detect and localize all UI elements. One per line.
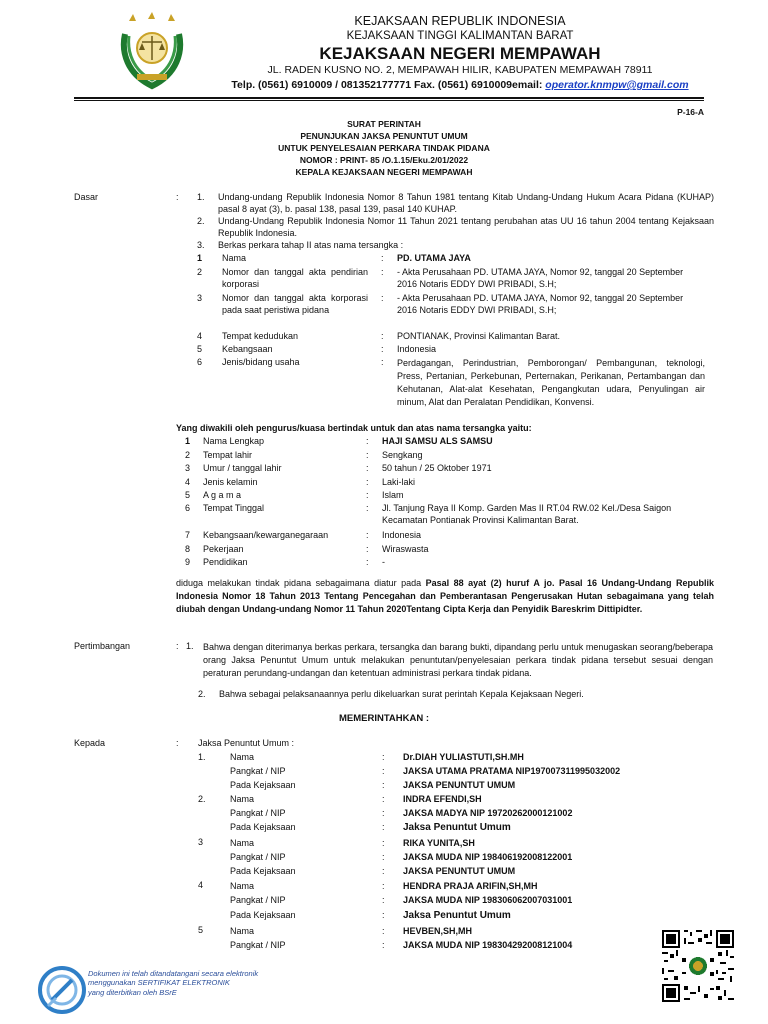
pertimbangan-num: 1. xyxy=(186,641,194,651)
jaksa-kejaksaan: JAKSA PENUNTUT UMUM xyxy=(403,780,516,790)
jaksa-colon: : xyxy=(382,794,385,804)
tersangka-label: Kebangsaan xyxy=(222,344,273,354)
jaksa-colon: : xyxy=(382,822,385,832)
wakil-value: - xyxy=(382,557,385,567)
jaksa-colon: : xyxy=(382,808,385,818)
wakil-num: 7 xyxy=(185,530,191,540)
tersangka-num: 1 xyxy=(197,253,203,263)
wakil-value: Wiraswasta xyxy=(382,544,429,554)
jaksa-pangkat: JAKSA UTAMA PRATAMA NIP197007311995032002 xyxy=(403,766,621,776)
jaksa-label-kejaksaan: Pada Kejaksaan xyxy=(230,866,296,876)
tersangka-value: Perdagangan, Perindustrian, Pemborongan/ Pembangunan, teknologi, Press, Pertanian, Perkebunan, Perternakan, Perikanan, Pertambangan dan Kehutanan, Alat-alat Kesehatan, Pengangkutan udara, Penyulingan air minum, Alat dan Peralatan Pendidikan, Konvensi. xyxy=(397,358,705,408)
kepada-colon: : xyxy=(176,738,179,748)
tersangka-value: - Akta Perusahaan PD. UTAMA JAYA, Nomor 92, tanggal 20 September 2016 Notaris EDDY DWI PRIBADI, S.H; xyxy=(397,293,684,315)
diduga-text: diduga melakukan tindak pidana sebagaimana diatur pada xyxy=(176,578,426,588)
pertimbangan-colon: : xyxy=(176,641,179,651)
jaksa-colon: : xyxy=(382,780,385,790)
jaksa-pangkat: JAKSA MUDA NIP 198406192008122001 xyxy=(403,852,573,862)
memerintahkan-heading: MEMERINTAHKAN : xyxy=(338,713,430,724)
tersangka-num: 5 xyxy=(197,344,203,354)
jaksa-pangkat: JAKSA MUDA NIP 198304292008121004 xyxy=(403,940,573,950)
wakil-colon: : xyxy=(366,490,369,500)
jaksa-label-kejaksaan: Pada Kejaksaan xyxy=(230,822,296,832)
jaksa-colon: : xyxy=(382,895,385,905)
tersangka-num: 3 xyxy=(197,293,203,303)
title-line-5: KEPALA KEJAKSAAN NEGERI MEMPAWAH xyxy=(295,167,473,177)
jaksa-colon: : xyxy=(382,910,385,920)
pertimbangan-text: Bahwa sebagai pelaksanaannya perlu dikeluarkan surat perintah Kepala Kejaksaan Negeri. xyxy=(219,689,584,699)
kejaksaan-logo xyxy=(117,12,187,92)
pertimbangan-label: Pertimbangan xyxy=(74,641,131,651)
wakil-colon: : xyxy=(366,436,369,446)
jaksa-pangkat: JAKSA MUDA NIP 198306062007031001 xyxy=(403,895,573,905)
diduga-mid: dan Penyidik xyxy=(490,604,552,615)
wakil-colon: : xyxy=(366,463,369,473)
wakil-label: Pekerjaan xyxy=(203,544,244,554)
wakil-value: Sengkang xyxy=(382,450,423,460)
wakil-num: 8 xyxy=(185,544,191,554)
bsre-logo-icon xyxy=(34,962,90,1018)
jaksa-nama: Dr.DIAH YULIASTUTI,SH.MH xyxy=(403,752,524,762)
wakil-colon: : xyxy=(366,503,369,513)
dasar-item-text: Berkas perkara tahap II atas nama tersangka : xyxy=(218,240,404,250)
wakil-colon: : xyxy=(366,450,369,460)
jaksa-colon: : xyxy=(382,940,385,950)
jaksa-colon: : xyxy=(382,852,385,862)
tersangka-colon: : xyxy=(381,267,384,277)
wakil-num: 6 xyxy=(185,503,191,513)
tersangka-num: 4 xyxy=(197,331,203,341)
wakil-num: 5 xyxy=(185,490,191,500)
footer-line-2: menggunakan SERTIFIKAT ELEKTRONIK xyxy=(88,978,230,988)
jaksa-kejaksaan: Jaksa Penuntut Umum xyxy=(403,822,511,833)
jaksa-num: 3 xyxy=(198,837,204,847)
kepada-intro: Jaksa Penuntut Umum : xyxy=(198,738,295,748)
tersangka-num: 6 xyxy=(197,357,203,367)
dasar-item-num: 1. xyxy=(197,192,205,202)
tersangka-label: Nomor dan tanggal akta korporasi pada saat peristiwa pidana xyxy=(222,293,368,315)
wakil-label: A g a m a xyxy=(203,490,242,500)
wakil-value: HAJI SAMSU ALS SAMSU xyxy=(382,436,493,446)
wakil-num: 2 xyxy=(185,450,191,460)
dasar-item-text: Undang-undang Republik Indonesia Nomor 8 Tahun 1981 tentang Kitab Undang-Undang Hukum Acara Pidana (KUHAP) pasal 8 ayat (3), b. pasal 138, pasal 139, pasal 140 KUHAP. xyxy=(218,192,714,214)
wakil-value: Jl. Tanjung Raya II Komp. Garden Mas II RT.04 RW.02 Kel./Desa Saigon Kecamatan Pontianak Provinsi Kalimantan Barat. xyxy=(382,503,672,525)
jaksa-label-nama: Nama xyxy=(230,794,255,804)
tersangka-colon: : xyxy=(381,357,384,367)
diduga-pasal: Pasal 88 ayat (2) huruf A jo. Pasal 16 Undang-Undang Republik Indonesia Nomor 18 Tahun 2013 Tentang Pencegahan dan Pemberantasan Pengerusakan Hutan sebagaimana yang telah diubah dengan Undang-undang Nomor 11 Tahun 2020Tentang Cipta Kerja xyxy=(176,578,714,615)
wakil-value: 50 tahun / 25 Oktober 1971 xyxy=(382,463,492,473)
dasar-colon: : xyxy=(176,192,179,202)
jaksa-label-pangkat: Pangkat / NIP xyxy=(230,808,286,818)
title-line-4: NOMOR : PRINT- 85 /O.1.15/Eku.2/01/2022 xyxy=(299,155,469,165)
jaksa-pangkat: JAKSA MADYA NIP 19720262000121002 xyxy=(403,808,573,818)
pertimbangan-num: 2. xyxy=(198,689,206,699)
tersangka-value: - Akta Perusahaan PD. UTAMA JAYA, Nomor 92, tanggal 20 September 2016 Notaris EDDY DWI PRIBADI, S.H; xyxy=(397,267,684,289)
jaksa-colon: : xyxy=(382,866,385,876)
wakil-label: Nama Lengkap xyxy=(203,436,265,446)
jaksa-num: 4 xyxy=(198,880,204,890)
wakil-value: Islam xyxy=(382,490,404,500)
jaksa-num: 2. xyxy=(198,794,206,804)
wakil-label: Tempat lahir xyxy=(203,450,253,460)
jaksa-colon: : xyxy=(382,926,385,936)
jaksa-label-pangkat: Pangkat / NIP xyxy=(230,766,286,776)
jaksa-label-nama: Nama xyxy=(230,881,255,891)
header-line-1: KEJAKSAAN REPUBLIK INDONESIA xyxy=(354,14,566,28)
tersangka-label: Tempat kedudukan xyxy=(222,331,299,341)
diduga-paragraph xyxy=(176,577,714,616)
title-line-1: SURAT PERINTAH xyxy=(347,119,421,129)
header-address: JL. RADEN KUSNO NO. 2, MEMPAWAH HILIR, KABUPATEN MEMPAWAH 78911 xyxy=(267,64,653,76)
tersangka-label: Nomor dan tanggal akta pendirian korporasi xyxy=(222,267,368,289)
jaksa-label-pangkat: Pangkat / NIP xyxy=(230,940,286,950)
wakil-num: 9 xyxy=(185,557,191,567)
title-line-3: UNTUK PENYELESAIAN PERKARA TINDAK PIDANA xyxy=(278,143,490,153)
footer-e-signature-note xyxy=(88,969,258,997)
tersangka-label: Jenis/bidang usaha xyxy=(222,357,300,367)
wakil-colon: : xyxy=(366,557,369,567)
jaksa-colon: : xyxy=(382,881,385,891)
tersangka-value: PONTIANAK, Provinsi Kalimantan Barat. xyxy=(397,331,561,341)
jaksa-nama: INDRA EFENDI,SH xyxy=(403,794,482,804)
qr-code-icon xyxy=(660,928,736,1004)
wakil-label: Jenis kelamin xyxy=(203,477,258,487)
header-email-link[interactable]: operator.knmpw@gmail.com xyxy=(545,79,689,91)
header-contact-text: Telp. (0561) 6910009 / 081352177771 Fax. (0561) 6910009email: xyxy=(231,79,546,91)
tersangka-label: Nama xyxy=(222,253,247,263)
jaksa-label-nama: Nama xyxy=(230,926,255,936)
wakil-num: 4 xyxy=(185,477,191,487)
diduga-penyidik: Bareskrim Dittipidter. xyxy=(551,604,643,615)
dasar-label: Dasar xyxy=(74,192,99,202)
jaksa-colon: : xyxy=(382,766,385,776)
jaksa-nama: HEVBEN,SH,MH xyxy=(403,926,473,936)
jaksa-num: 1. xyxy=(198,752,206,762)
pertimbangan-text: Bahwa dengan diterimanya berkas perkara, tersangka dan barang bukti, dipandang perlu untuk menugaskan seorang/beberapa orang Jaksa Penuntut Umum untuk melakukan penuntutan/penyelesaian perkara tindak pidana tersebut sesuai dengan peraturan perundang-undangan dan ketentuan administrasi perkara tindak pidana. xyxy=(203,642,713,679)
jaksa-label-pangkat: Pangkat / NIP xyxy=(230,895,286,905)
dasar-item-num: 3. xyxy=(197,240,205,250)
tersangka-value: PD. UTAMA JAYA xyxy=(397,253,471,263)
jaksa-colon: : xyxy=(382,752,385,762)
jaksa-label-kejaksaan: Pada Kejaksaan xyxy=(230,910,296,920)
wakil-colon: : xyxy=(366,477,369,487)
jaksa-label-pangkat: Pangkat / NIP xyxy=(230,852,286,862)
header-line-3: KEJAKSAAN NEGERI MEMPAWAH xyxy=(319,44,601,63)
wakil-value: Indonesia xyxy=(382,530,422,540)
jaksa-nama: RIKA YUNITA,SH xyxy=(403,838,475,848)
jaksa-nama: HENDRA PRAJA ARIFIN,SH,MH xyxy=(403,881,538,891)
footer-line-1: Dokumen ini telah ditandatangani secara elektronik xyxy=(88,969,259,978)
footer-line-3: yang diterbitkan oleh BSrE xyxy=(88,987,177,997)
tersangka-num: 2 xyxy=(197,267,203,277)
tersangka-colon: : xyxy=(381,331,384,341)
tersangka-colon: : xyxy=(381,293,384,303)
wakil-label: Tempat Tinggal xyxy=(203,503,265,513)
title-line-2: PENUNJUKAN JAKSA PENUNTUT UMUM xyxy=(300,131,468,141)
jaksa-label-kejaksaan: Pada Kejaksaan xyxy=(230,780,296,790)
wakil-num: 1 xyxy=(185,436,191,446)
dasar-item-text: Undang-Undang Republik Indonesia Nomor 11 Tahun 2021 tentang perubahan atas UU 16 tahun 2004 tentang Kejaksaan Republik Indonesia. xyxy=(218,216,714,238)
jaksa-colon: : xyxy=(382,838,385,848)
header-line-2: KEJAKSAAN TINGGI KALIMANTAN BARAT xyxy=(346,30,574,42)
jaksa-kejaksaan: JAKSA PENUNTUT UMUM xyxy=(403,866,516,876)
wakil-colon: : xyxy=(366,544,369,554)
header-rule-thin xyxy=(74,100,704,101)
wakil-colon: : xyxy=(366,530,369,540)
wakil-intro: Yang diwakili oleh pengurus/kuasa bertindak untuk dan atas nama tersangka yaitu: xyxy=(176,423,532,433)
jaksa-label-nama: Nama xyxy=(230,838,255,848)
dasar-item-num: 2. xyxy=(197,216,205,226)
wakil-label: Pendidikan xyxy=(203,557,248,567)
header-rule xyxy=(74,97,704,99)
jaksa-label-nama: Nama xyxy=(230,752,255,762)
header-contact xyxy=(200,79,720,93)
tersangka-colon: : xyxy=(381,253,384,263)
wakil-label: Kebangsaan/kewarganegaraan xyxy=(203,530,329,540)
kepada-label: Kepada xyxy=(74,738,106,748)
jaksa-num: 5 xyxy=(198,925,204,935)
wakil-label: Umur / tanggal lahir xyxy=(203,463,282,473)
jaksa-kejaksaan: Jaksa Penuntut Umum xyxy=(403,910,511,921)
wakil-num: 3 xyxy=(185,463,191,473)
form-code: P-16-A xyxy=(677,107,704,117)
wakil-value: Laki-laki xyxy=(382,477,416,487)
tersangka-value: Indonesia xyxy=(397,344,437,354)
tersangka-colon: : xyxy=(381,344,384,354)
